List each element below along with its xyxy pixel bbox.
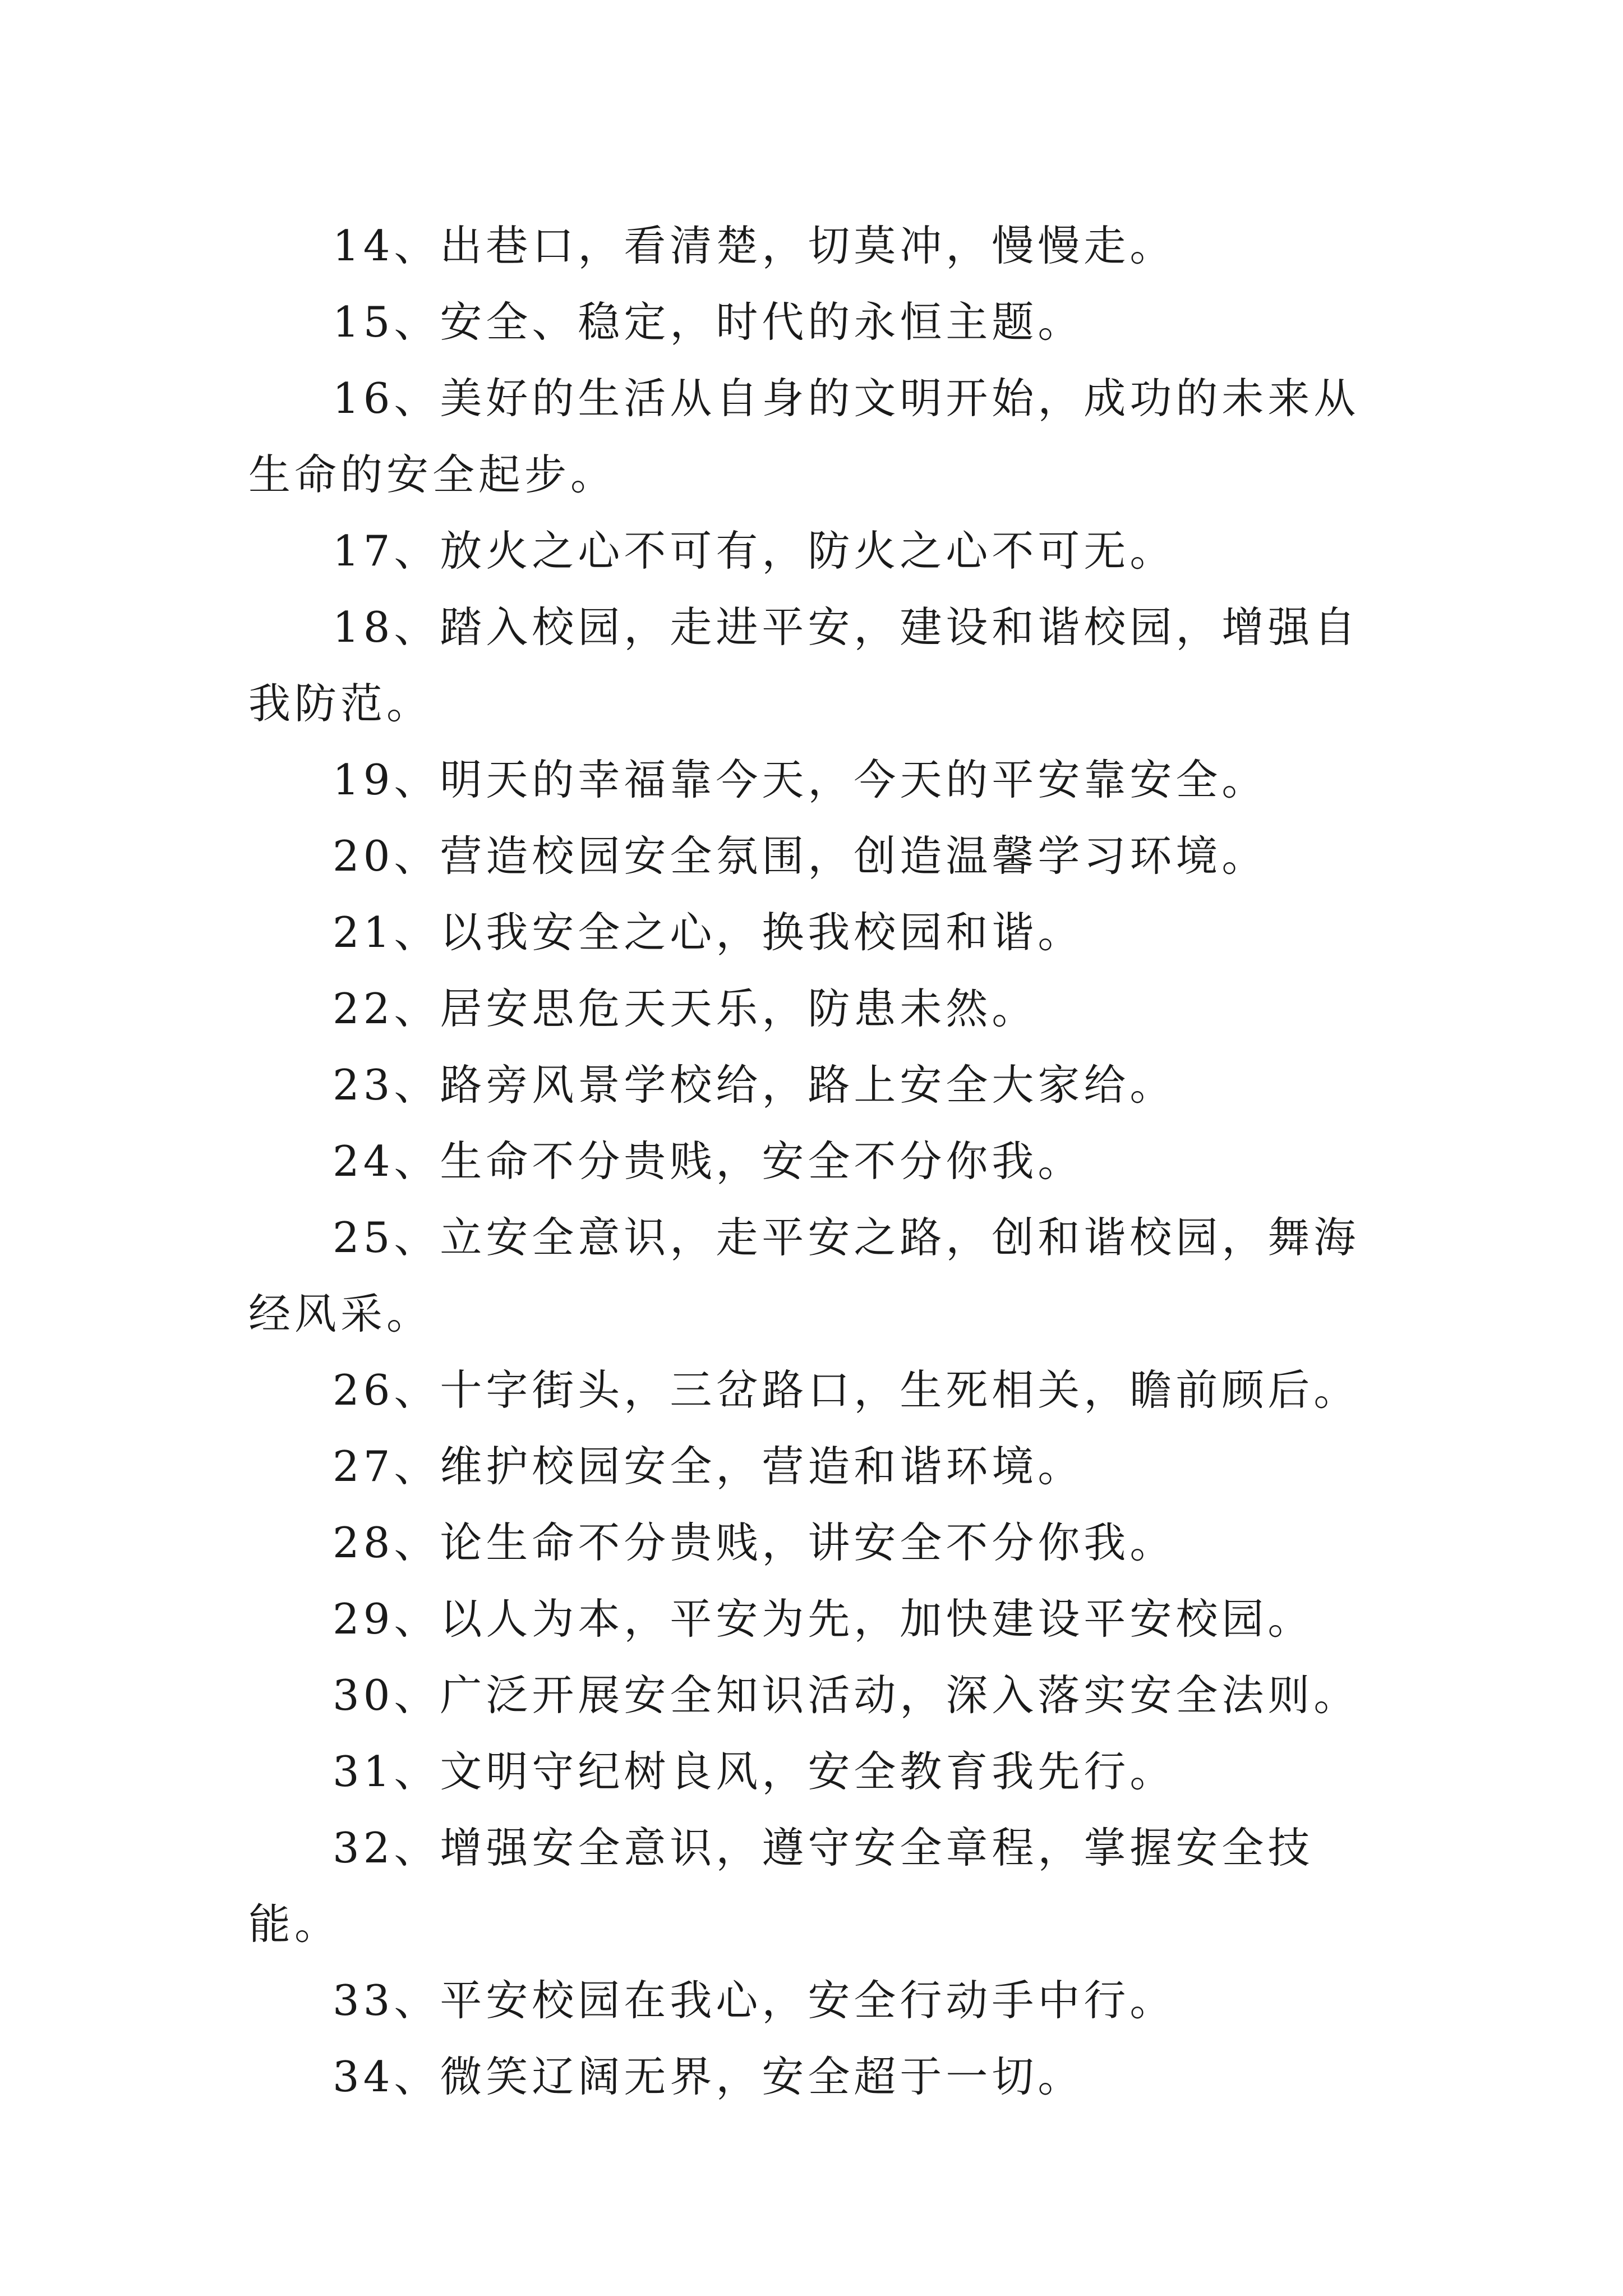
list-item: 20、营造校园安全氛围，创造温馨学习环境。 xyxy=(333,831,1268,881)
list-item: 18、踏入校园，走进平安，建设和谐校园，增强自我防范。 xyxy=(248,602,1360,728)
list-item: 29、以人为本，平安为先，加快建设平安校园。 xyxy=(333,1594,1314,1644)
list-item: 27、维护校园安全，营造和谐环境。 xyxy=(333,1442,1084,1491)
list-item: 28、论生命不分贵贱，讲安全不分你我。 xyxy=(333,1518,1176,1567)
list-item: 14、出巷口，看清楚，切莫冲，慢慢走。 xyxy=(333,221,1176,270)
list-item: 24、生命不分贵贱，安全不分你我。 xyxy=(333,1137,1084,1186)
list-item: 16、美好的生活从自身的文明开始，成功的未来从生命的安全起步。 xyxy=(248,374,1360,499)
document-body xyxy=(248,208,1378,2115)
list-item: 30、广泛开展安全知识活动，深入落实安全法则。 xyxy=(333,1671,1360,1720)
list-item: 15、安全、稳定，时代的永恒主题。 xyxy=(333,297,1084,347)
list-item: 33、平安校园在我心，安全行动手中行。 xyxy=(333,1976,1176,2025)
list-item: 25、立安全意识，走平安之路，创和谐校园，舞海经风采。 xyxy=(248,1213,1360,1338)
list-item: 34、微笑辽阔无界，安全超于一切。 xyxy=(333,2052,1084,2101)
list-item: 31、文明守纪树良风，安全教育我先行。 xyxy=(333,1747,1176,1796)
list-item: 22、居安思危天天乐，防患未然。 xyxy=(333,984,1038,1033)
list-item: 21、以我安全之心，换我校园和谐。 xyxy=(333,908,1084,957)
list-item: 23、路旁风景学校给，路上安全大家给。 xyxy=(333,1060,1176,1110)
list-item: 32、增强安全意识，遵守安全章程，掌握安全技能。 xyxy=(248,1823,1314,1949)
list-item: 19、明天的幸福靠今天，今天的平安靠安全。 xyxy=(333,755,1268,804)
list-item: 17、放火之心不可有，防火之心不可无。 xyxy=(333,526,1176,576)
list-item: 26、十字街头，三岔路口，生死相关，瞻前顾后。 xyxy=(333,1365,1360,1415)
